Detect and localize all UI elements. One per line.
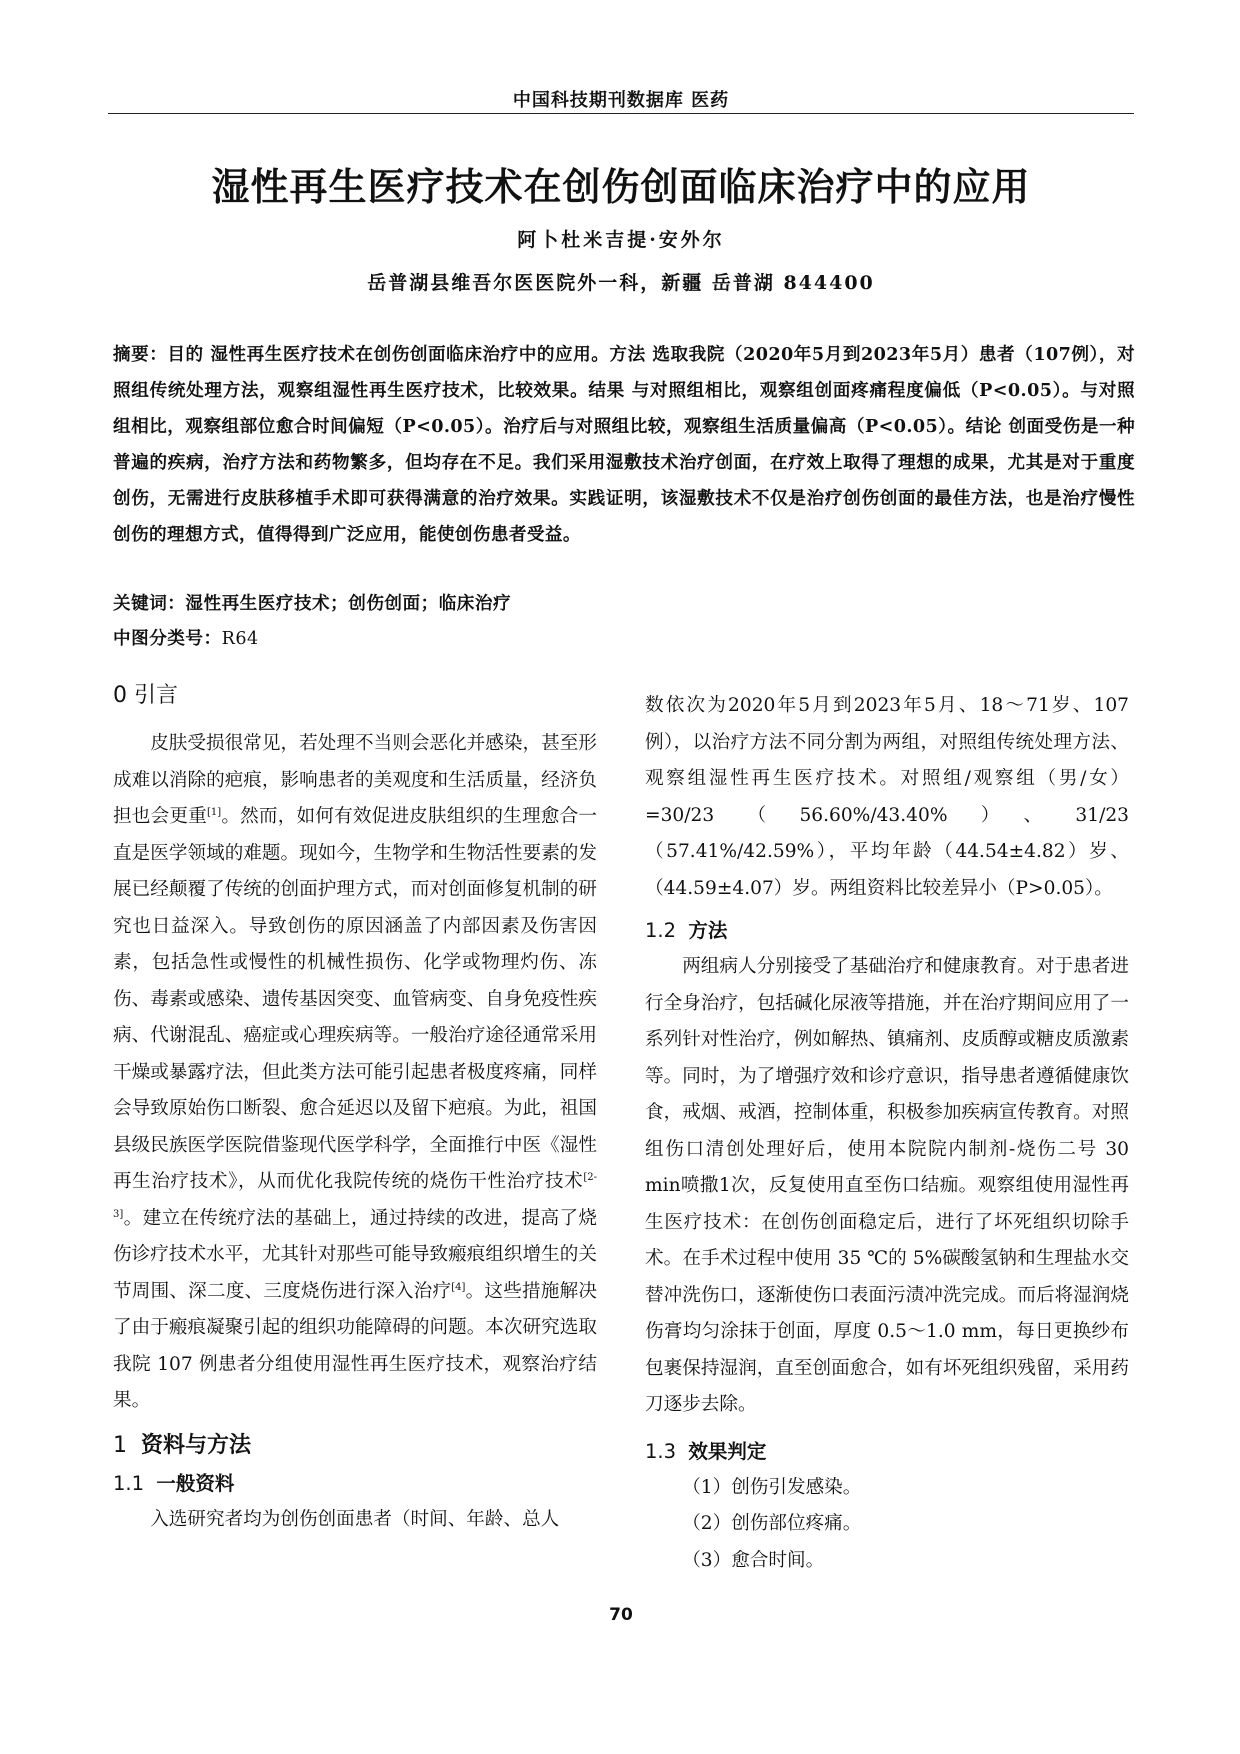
general-data-continued: 数依次为2020年5月到2023年5月、18～71岁、107例），以治疗方法不同分割为两组，对照组传统处理方法、观察组湿性再生医疗技术。对照组/观察组（男/女）=30/23（56.60%/43.40%）、31/23（57.41%/42.59%），平均年龄（44.54±4.82）岁、（44.59±4.07）岁。两组资料比较差异小（P>0.05）。 (645, 695, 1129, 899)
header-rule (108, 113, 1134, 114)
intro-paragraph (113, 726, 597, 1420)
general-data-paragraph: 入选研究者均为创伤创面患者（时间、年龄、总人 (150, 1508, 560, 1530)
criteria-item: （2）创伤部位疼痛。 (682, 1513, 862, 1534)
clc-label: 中图分类号： (113, 629, 222, 649)
section-1-1-title: 一般资料 (156, 1471, 235, 1495)
section-1-1-number: 1.1 (113, 1471, 145, 1495)
abstract-label: 摘要： (113, 345, 168, 365)
affiliation: 岳普湖县维吾尔医医院外一科，新疆 岳普湖 844400 (367, 272, 875, 294)
author: 阿卜杜米吉提·安外尔 (517, 229, 725, 251)
intro-text-b: 。然而，如何有效促进皮肤组织的生理愈合一直是医学领域的难题。现如今，生物学和生物活性要素的发展已经颠覆了传统的创面护理方式，而对创面修复机制的研究也日益深入。导致创伤的原因涵盖了内部因素及伤害因素，包括急性或慢性的机械性损伤、化学或物理灼伤、冻伤、毒素或感染、遗传基因突变、血管病变、自身免疫性疾病、代谢混乱、癌症或心理疾病等。一般治疗途径通常采用干燥或暴露疗法，但此类方法可能引起患者极度疼痛，同样会导致原始伤口断裂、愈合延迟以及留下疤痕。为此，祖国县级民族医学医院借鉴现代医学科学，全面推行中医《湿性再生治疗技术》，从而优化我院传统的烧伤干性治疗技术 (113, 806, 597, 1192)
citation-4: [4] (451, 1281, 466, 1293)
criteria-item: （1）创伤引发感染。 (682, 1476, 862, 1498)
intro-text-a: 皮肤受损很常见，若处理不当则会恶化并感染，甚至形成难以消除的疤痕，影响患者的美观度和生活质量，经济负担也会更重 (113, 733, 597, 827)
abstract (113, 337, 1135, 553)
criteria-item: （3）愈合时间。 (682, 1549, 825, 1571)
section-1-number: 1 (113, 1432, 127, 1458)
clc-value: R64 (221, 629, 259, 649)
intro-text-c: 。建立在传统疗法的基础上，通过持续的改进，提高了烧伤诊疗技术水平，尤其针对那些可能导致瘢痕组织增生的关节周围、深二度、三度烧伤进行深入治疗 (113, 1207, 597, 1302)
section-1-title: 资料与方法 (141, 1432, 252, 1458)
right-column (645, 688, 1129, 1579)
keywords-text: 湿性再生医疗技术；创伤创面；临床治疗 (185, 593, 512, 614)
abstract-text: 目的 湿性再生医疗技术在创伤创面临床治疗中的应用。方法 选取我院（2020年5月到2023年5月）患者（107例），对照组传统处理方法，观察组湿性再生医疗技术，比较效果。结果 与对照组相比，观察组创面疼痛程度偏低（P<0.05）。与对照组相比，观察组部位愈合时间偏短（P<0.05）。治疗后与对照组比较，观察组生活质量偏高（P<0.05）。结论 创面受伤是一种普遍的疾病，治疗方法和药物繁多，但均存在不足。我们采用湿敷技术治疗创面，在疗效上取得了理想的成果，尤其是对于重度创伤，无需进行皮肤移植手术即可获得满意的治疗效果。实践证明，该湿敷技术不仅是治疗创伤创面的最佳方法，也是治疗慢性创伤的理想方式，值得得到广泛应用，能使创伤患者受益。 (113, 344, 1135, 545)
citation-1: [1] (206, 806, 222, 818)
section-1-3-title: 效果判定 (688, 1439, 767, 1463)
section-1-2-title: 方法 (688, 919, 728, 942)
keywords (113, 587, 1135, 621)
section-1-2-number: 1.2 (645, 919, 677, 942)
running-header: 中国科技期刊数据库 医药 (512, 90, 730, 111)
section-1-3-number: 1.3 (645, 1439, 677, 1463)
intro-text-d: 。这些措施解决了由于瘢痕凝聚引起的组织功能障碍的问题。本次研究选取我院 107 例患者分组使用湿性再生医疗技术，观察治疗结果。 (113, 1280, 597, 1411)
classification-number (113, 622, 1135, 656)
keywords-label: 关键词： (113, 594, 186, 614)
section-1-heading (113, 1428, 597, 1464)
section-1-1-heading (113, 1466, 597, 1502)
section-0-heading: 0 引言 (113, 683, 178, 708)
methods-paragraph: 两组病人分别接受了基础治疗和健康教育。对于患者进行全身治疗，包括碱化尿液等措施，并在治疗期间应用了一系列针对性治疗，例如解热、镇痛剂、皮质醇或糖皮质激素等。同时，为了增强疗效和诊疗意识，指导患者遵循健康饮食，戒烟、戒酒，控制体重，积极参加疾病宣传教育。对照组伤口清创处理好后，使用本院院内制剂-烧伤二号 30 min喷撒1次，反复使用直至伤口结痂。观察组使用湿性再生医疗技术：在创伤创面稳定后，进行了坏死组织切除手术。在手术过程中使用 35 ℃的 5%碳酸氢钠和生理盐水交替冲洗伤口，逐渐使伤口表面污渍冲洗完成。而后将湿润烧伤膏均匀涂抹于创面，厚度 0.5～1.0 mm，每日更换纱布包裹保持湿润，直至创面愈合，如有坏死组织残留，采用药刀逐步去除。 (645, 956, 1129, 1415)
citation-2-3: [2-3] (113, 1171, 597, 1220)
section-1-2-heading (645, 913, 1129, 949)
left-column (113, 678, 597, 1538)
page-number: 70 (609, 1605, 633, 1625)
section-1-3-heading (645, 1434, 1129, 1470)
paper-title: 湿性再生医疗技术在创伤创面临床治疗中的应用 (211, 165, 1031, 209)
